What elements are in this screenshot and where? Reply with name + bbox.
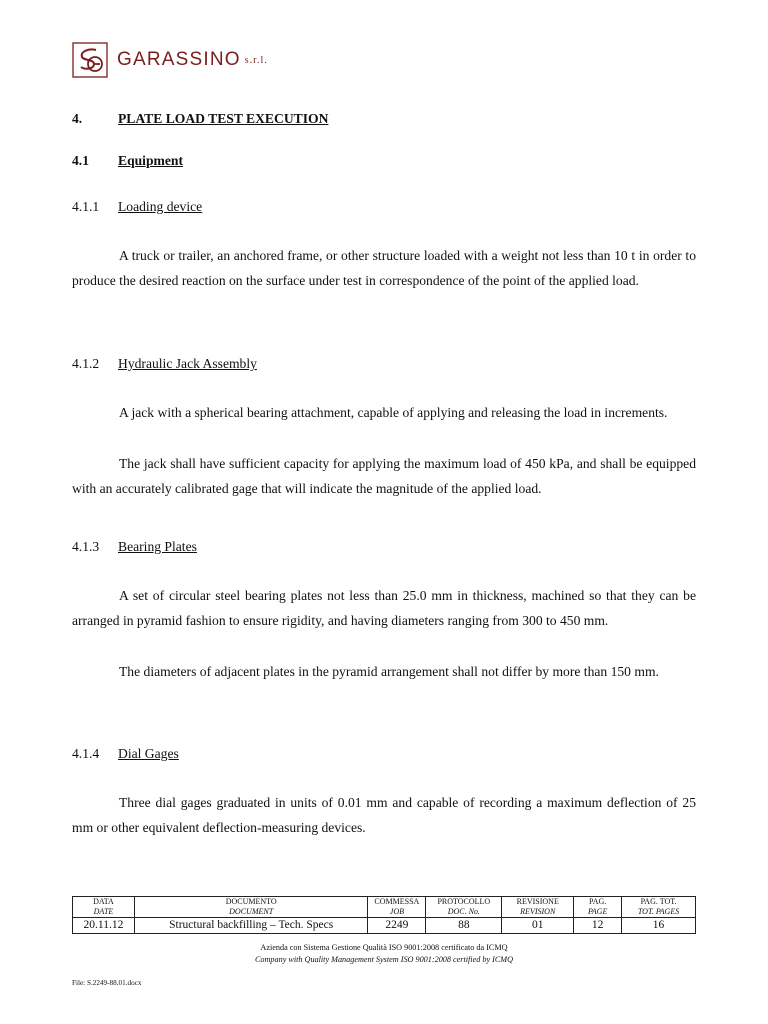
section-title: PLATE LOAD TEST EXECUTION (118, 111, 329, 126)
page-cell: 12 (574, 918, 622, 934)
company-logo (72, 42, 268, 78)
table-header-cell: DATA DATE (73, 897, 135, 918)
table-header-cell: PAG. TOT. TOT. PAGES (622, 897, 696, 918)
subsection-number: 4.1 (72, 153, 89, 168)
document-info-table (72, 896, 696, 934)
doc-number-cell: 88 (426, 918, 502, 934)
item-number: 4.1.4 (72, 746, 100, 761)
certification-english: Company with Quality Management System ISO 9001:2008 certified by ICMQ (254, 955, 514, 964)
company-suffix: s.r.l. (244, 54, 268, 66)
paragraph: The diameters of adjacent plates in the pyramid arrangement shall not differ by more than 150 mm. (119, 664, 659, 679)
paragraph: The jack shall have sufficient capacity for applying the maximum load of 450 kPa, and shall be equipped with an accurately calibrated gage that will indicate the magnitude of the applied load. (72, 456, 696, 497)
document-cell: Structural backfilling – Tech. Specs (134, 918, 367, 934)
table-header-cell: PAG. PAGE (574, 897, 622, 918)
subsection-heading (72, 153, 183, 169)
section-number: 4. (72, 111, 83, 126)
table-header-cell: REVISIONE REVISION (502, 897, 574, 918)
total-pages-cell: 16 (622, 918, 696, 934)
certification-italian: Azienda con Sistema Gestione Qualità ISO 9001:2008 certificato da ICMQ (260, 943, 508, 952)
table-header-row (73, 897, 696, 918)
date-cell: 20.11.12 (73, 918, 135, 934)
subsection-title: Equipment (118, 153, 183, 168)
item-number: 4.1.3 (72, 539, 100, 554)
item-title: Loading device (118, 199, 203, 214)
garassino-logo-icon (72, 42, 108, 78)
paragraph: A jack with a spherical bearing attachment, capable of applying and releasing the load in increments. (119, 405, 668, 420)
file-label: File: S.2249-88.01.docx (72, 979, 142, 987)
item-number: 4.1.1 (72, 199, 100, 214)
item-heading (72, 539, 197, 555)
item-heading (72, 356, 257, 372)
item-title: Hydraulic Jack Assembly (118, 356, 257, 371)
table-header-cell: PROTOCOLLO DOC. No. (426, 897, 502, 918)
table-header-cell: COMMESSA JOB (368, 897, 426, 918)
paragraph: Three dial gages graduated in units of 0.01 mm and capable of recording a maximum deflection of 25 mm or other equivalent deflection-measuring devices. (72, 795, 696, 836)
item-number: 4.1.2 (72, 356, 100, 371)
table-row (73, 918, 696, 934)
section-heading (72, 111, 328, 127)
item-heading (72, 199, 202, 215)
revision-cell: 01 (502, 918, 574, 934)
company-name: GARASSINO (117, 49, 241, 70)
item-title: Bearing Plates (118, 539, 197, 554)
job-cell: 2249 (368, 918, 426, 934)
paragraph: A truck or trailer, an anchored frame, or other structure loaded with a weight not less than 10 t in order to produce the desired reaction on the surface under test in correspondence of the point of the applied load. (72, 248, 696, 289)
item-heading (72, 746, 179, 762)
table-header-cell: DOCUMENTO DOCUMENT (134, 897, 367, 918)
paragraph: A set of circular steel bearing plates not less than 25.0 mm in thickness, machined so that they can be arranged in pyramid fashion to ensure rigidity, and having diameters ranging from 300 to 450 mm. (72, 588, 696, 629)
item-title: Dial Gages (118, 746, 179, 761)
